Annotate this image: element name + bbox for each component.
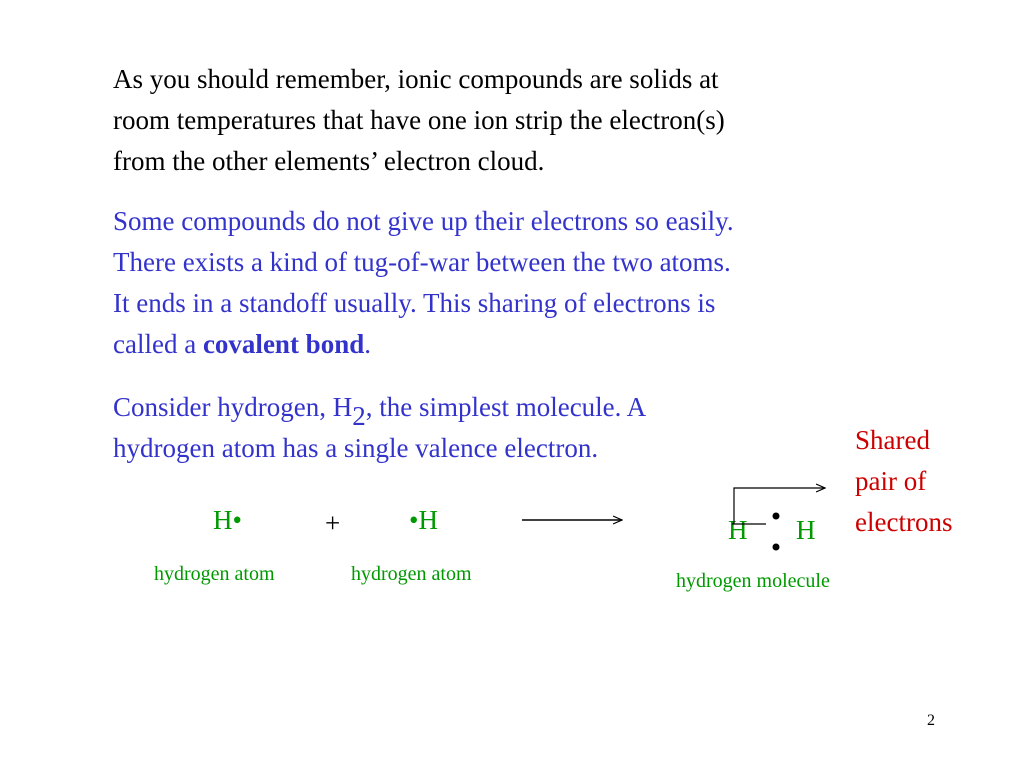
covalent-line: It ends in a standoff usually. This sharing of electrons is (113, 288, 716, 318)
plus-sign: + (325, 508, 341, 538)
hydrogen-line-suffix: , the simplest molecule. A (365, 392, 647, 422)
annotation-line: pair of (855, 466, 927, 496)
hydrogen-atom-label-left: hydrogen atom (154, 563, 275, 585)
annotation-arrow-icon (734, 488, 825, 524)
annotation-line: electrons (855, 507, 953, 537)
molecule-hydrogen-left: H (728, 515, 748, 545)
subscript-two: 2 (352, 401, 366, 431)
hydrogen-atom-label-right: hydrogen atom (351, 563, 472, 585)
hydrogen-line-prefix: Consider hydrogen, H (113, 392, 353, 422)
hydrogen-atom-right: •H (409, 505, 438, 535)
shared-electron-dot-bottom (773, 544, 780, 551)
hydrogen-atom-left: H• (213, 505, 242, 535)
covalent-line: There exists a kind of tug-of-war between the two atoms. (113, 247, 731, 277)
annotation-line: Shared (855, 425, 930, 455)
covalent-bond-term: covalent bond (202, 329, 365, 359)
page-number: 2 (927, 712, 935, 729)
covalent-line: Some compounds do not give up their electrons so easily. (113, 206, 734, 236)
intro-line: from the other elements’ electron cloud. (113, 146, 545, 176)
shared-electron-dot-top (773, 513, 780, 520)
covalent-line-prefix: called a (113, 329, 203, 359)
covalent-line-suffix: . (364, 329, 371, 359)
hydrogen-line: hydrogen atom has a single valence electron. (113, 433, 599, 463)
intro-line: As you should remember, ionic compounds are solids at (113, 64, 719, 94)
hydrogen-molecule-label: hydrogen molecule (676, 570, 830, 592)
molecule-hydrogen-right: H (796, 515, 816, 545)
intro-line: room temperatures that have one ion strip the electron(s) (113, 105, 725, 135)
